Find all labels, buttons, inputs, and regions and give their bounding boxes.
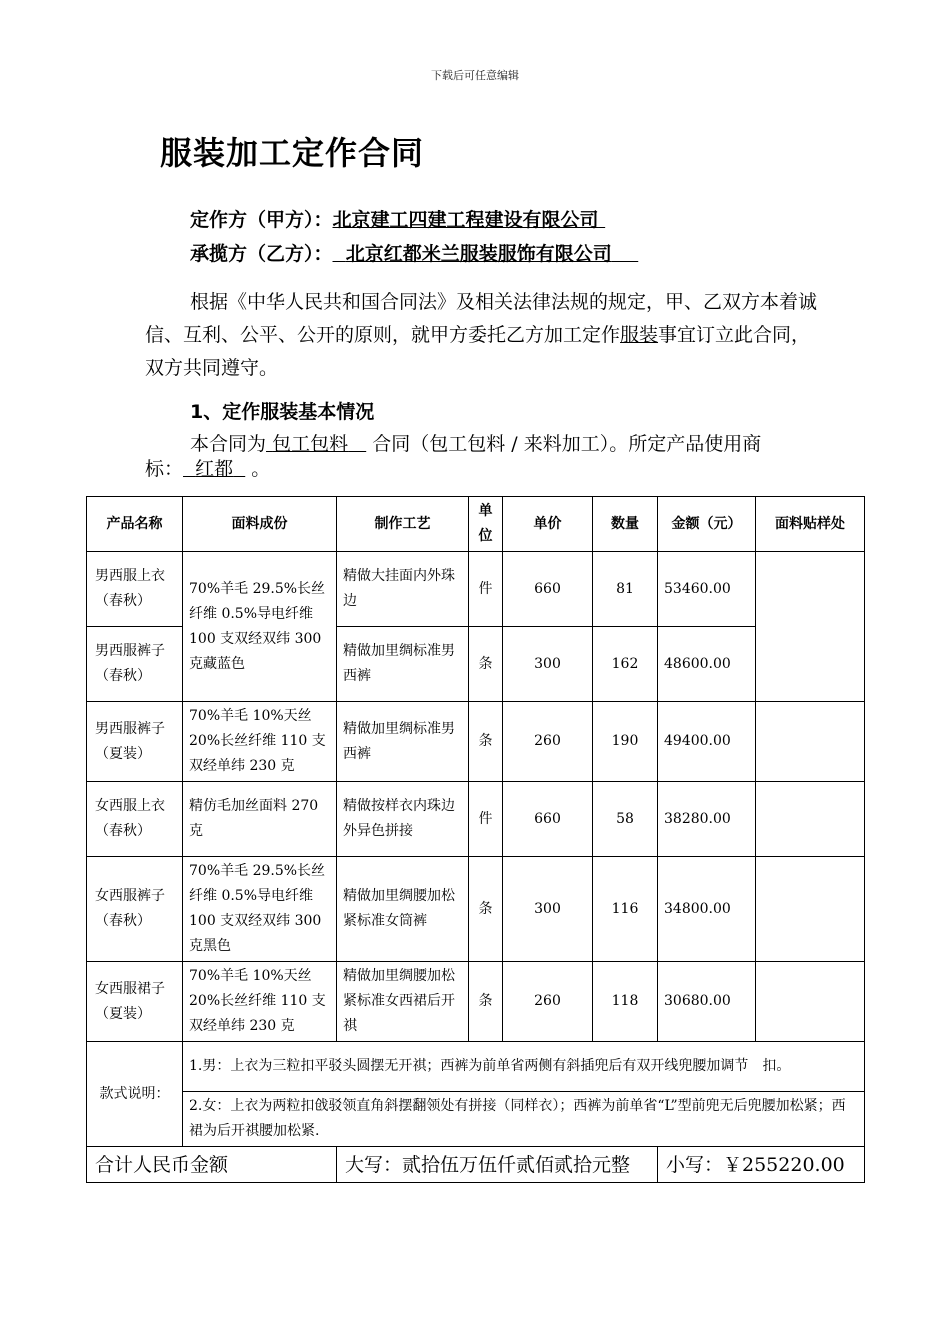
party-a bbox=[190, 205, 605, 232]
total-row bbox=[87, 1147, 865, 1183]
contract-pre: 本合同为 bbox=[190, 433, 267, 455]
cell-swatch bbox=[756, 857, 865, 962]
cell-swatch bbox=[756, 552, 865, 702]
cell-fabric: 70%羊毛 29.5%长丝纤维 0.5%导电纤维 100 支双经双纬 300 克黑色 bbox=[183, 857, 337, 962]
header-name: 产品名称 bbox=[87, 497, 183, 552]
cell-unit: 条 bbox=[469, 702, 503, 782]
header-amount: 金额（元） bbox=[658, 497, 756, 552]
party-a-label: 定作方（甲方）： bbox=[190, 209, 333, 231]
cell-unit: 条 bbox=[469, 627, 503, 702]
style-note-women: 2.女：上衣为两粒扣戗驳领直角斜摆翻领处有拼接（同样衣）；西裤为前单省“L”型前兜无后兜腰加松紧；西裙为后开祺腰加松紧. bbox=[183, 1092, 865, 1147]
table-header-row bbox=[87, 497, 865, 552]
cell-amount: 38280.00 bbox=[658, 782, 756, 857]
cell-price: 260 bbox=[503, 702, 593, 782]
header-note: 下载后可任意编辑 bbox=[431, 69, 519, 82]
cell-qty: 81 bbox=[593, 552, 658, 627]
cell-qty: 116 bbox=[593, 857, 658, 962]
cell-craft: 精做大挂面内外珠边 bbox=[337, 552, 469, 627]
header-qty: 数量 bbox=[593, 497, 658, 552]
document-title: 服装加工定作合同 bbox=[160, 134, 425, 172]
header-swatch: 面料贴样处 bbox=[756, 497, 865, 552]
cell-qty: 162 bbox=[593, 627, 658, 702]
table-row bbox=[87, 962, 865, 1042]
cell-amount: 48600.00 bbox=[658, 627, 756, 702]
total-upper: 大写：贰拾伍万伍仟贰佰贰拾元整 bbox=[337, 1147, 658, 1183]
cell-name: 男西服上衣（春秋） bbox=[87, 552, 183, 627]
intro-paragraph bbox=[145, 286, 825, 385]
cell-qty: 190 bbox=[593, 702, 658, 782]
cell-unit: 条 bbox=[469, 857, 503, 962]
cell-fabric: 70%羊毛 10%天丝 20%长丝纤维 110 支双经单纬 230 克 bbox=[183, 702, 337, 782]
total-lower: 小写：￥255220.00 bbox=[658, 1147, 865, 1183]
cell-unit: 条 bbox=[469, 962, 503, 1042]
party-b bbox=[190, 239, 638, 266]
cell-swatch bbox=[756, 702, 865, 782]
cell-price: 260 bbox=[503, 962, 593, 1042]
total-label: 合计人民币金额 bbox=[87, 1147, 337, 1183]
table-row bbox=[87, 552, 865, 627]
header-price: 单价 bbox=[503, 497, 593, 552]
cell-price: 300 bbox=[503, 857, 593, 962]
cell-price: 660 bbox=[503, 782, 593, 857]
cell-amount: 34800.00 bbox=[658, 857, 756, 962]
cell-unit: 件 bbox=[469, 552, 503, 627]
cell-name: 女西服裤子（春秋） bbox=[87, 857, 183, 962]
cell-name: 女西服上衣（春秋） bbox=[87, 782, 183, 857]
cell-name: 男西服裤子（春秋） bbox=[87, 627, 183, 702]
table-row bbox=[87, 782, 865, 857]
party-a-value: 北京建工四建工程建设有限公司 bbox=[332, 209, 599, 231]
style-label: 款式说明： bbox=[87, 1042, 183, 1147]
cell-price: 660 bbox=[503, 552, 593, 627]
cell-unit: 件 bbox=[469, 782, 503, 857]
party-b-label: 承揽方（乙方）： bbox=[190, 243, 333, 265]
brand-value: 红都 bbox=[195, 458, 234, 480]
product-table bbox=[86, 496, 865, 1183]
cell-craft: 精做加里绸腰加松紧标准女筒裤 bbox=[337, 857, 469, 962]
contract-end: 。 bbox=[251, 458, 271, 480]
cell-amount: 53460.00 bbox=[658, 552, 756, 627]
cell-name: 男西服裤子（夏装） bbox=[87, 702, 183, 782]
cell-qty: 118 bbox=[593, 962, 658, 1042]
header-craft: 制作工艺 bbox=[337, 497, 469, 552]
contract-type-value: 包工包料 bbox=[272, 433, 349, 455]
contract-type-line bbox=[145, 432, 825, 482]
style-note-men: 1.男：上衣为三粒扣平驳头圆摆无开祺；西裤为前单省两侧有斜插兜后有双开线兜腰加调节 扣。 bbox=[183, 1042, 865, 1092]
cell-name: 女西服裙子（夏装） bbox=[87, 962, 183, 1042]
cell-price: 300 bbox=[503, 627, 593, 702]
cell-craft: 精做加里绸标准男西裤 bbox=[337, 702, 469, 782]
cell-fabric: 70%羊毛 10%天丝 20%长丝纤维 110 支双经单纬 230 克 bbox=[183, 962, 337, 1042]
intro-underlined: 服装 bbox=[620, 324, 659, 346]
cell-qty: 58 bbox=[593, 782, 658, 857]
table-row bbox=[87, 702, 865, 782]
cell-amount: 49400.00 bbox=[658, 702, 756, 782]
cell-amount: 30680.00 bbox=[658, 962, 756, 1042]
cell-fabric: 精仿毛加丝面料 270 克 bbox=[183, 782, 337, 857]
style-note-row bbox=[87, 1042, 865, 1092]
style-note-row bbox=[87, 1092, 865, 1147]
section-heading-1: 1、定作服装基本情况 bbox=[190, 401, 375, 423]
cell-craft: 精做加里绸标准男西裤 bbox=[337, 627, 469, 702]
contract-mid: 合同（包工包料 / 来料加工）。所定产品使用商标： bbox=[145, 433, 762, 480]
table-row bbox=[87, 857, 865, 962]
cell-fabric: 70%羊毛 29.5%长丝纤维 0.5%导电纤维 100 支双经双纬 300 克藏蓝色 bbox=[183, 552, 337, 702]
intro-text-2: 事宜订立此合同，双方共同遵守。 bbox=[145, 324, 811, 379]
header-fabric: 面料成份 bbox=[183, 497, 337, 552]
cell-swatch bbox=[756, 962, 865, 1042]
cell-craft: 精做加里绸腰加松紧标准女西裙后开祺 bbox=[337, 962, 469, 1042]
cell-swatch bbox=[756, 782, 865, 857]
header-unit: 单位 bbox=[469, 497, 503, 552]
party-b-value: 北京红都米兰服装服饰有限公司 bbox=[345, 243, 612, 265]
cell-craft: 精做按样衣内珠边外异色拼接 bbox=[337, 782, 469, 857]
intro-text-1: 根据《中华人民共和国合同法》及相关法律法规的规定，甲、乙双方本着诚信、互利、公平、公开的原则，就甲方委托乙方加工定作 bbox=[145, 291, 818, 346]
